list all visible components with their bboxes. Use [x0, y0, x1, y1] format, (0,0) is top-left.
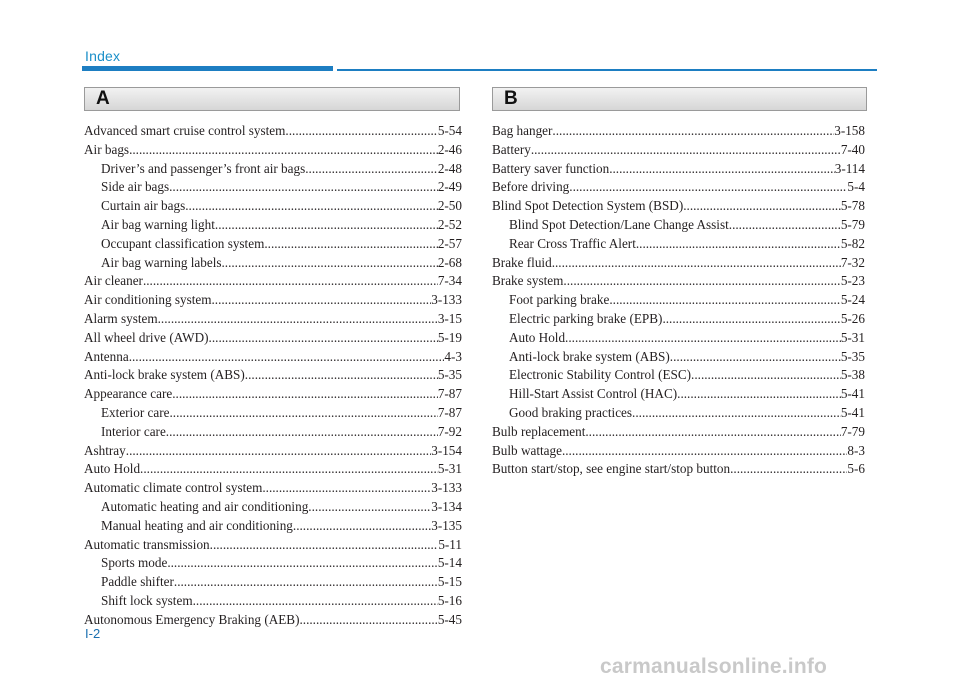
dot-leader: [609, 291, 840, 310]
index-entry-page: 2-48: [437, 160, 462, 176]
dot-leader: [185, 197, 438, 216]
index-entry-page: 5-54: [437, 123, 462, 138]
index-entry-page: 3-15: [437, 310, 462, 326]
index-entry-page: 5-79: [840, 216, 865, 232]
index-entry-page: 5-41: [840, 386, 865, 402]
index-entry-text: Appearance care: [84, 386, 173, 402]
dot-leader: [172, 385, 438, 404]
index-entry-page: 5-23: [840, 273, 865, 289]
index-entry: [84, 348, 462, 367]
index-entry: [84, 122, 462, 141]
index-entry-text: Paddle shifter: [101, 574, 174, 590]
index-entry-page: 5-11: [438, 536, 462, 552]
dot-leader: [305, 160, 438, 179]
index-entry-page: 5-16: [437, 592, 462, 608]
dot-leader: [609, 160, 835, 179]
dot-leader: [143, 272, 438, 291]
index-entry: [492, 329, 865, 348]
dot-leader: [166, 423, 438, 442]
index-entry: [84, 366, 462, 385]
index-entry-page: 5-38: [840, 367, 865, 383]
index-entry: [492, 141, 865, 160]
header-rule-thin: [337, 69, 877, 71]
index-entry-text: Auto Hold: [84, 461, 141, 477]
index-entry-page: 5-19: [437, 329, 462, 345]
index-entry-page: 2-49: [437, 179, 462, 195]
dot-leader: [264, 235, 437, 254]
index-entry-text: Alarm system: [84, 310, 158, 326]
index-entry: [492, 122, 865, 141]
index-entry-page: 7-87: [437, 404, 462, 420]
dot-leader: [565, 329, 841, 348]
index-entry-page: 7-34: [437, 273, 462, 289]
index-entry-page: 2-68: [437, 254, 462, 270]
index-entry-text: Automatic transmission: [84, 536, 210, 552]
index-entry: [492, 442, 865, 461]
index-entry-text: Manual heating and air conditioning: [101, 517, 293, 533]
index-entry: [84, 385, 462, 404]
index-entry: [492, 460, 865, 479]
index-entry: [84, 291, 462, 310]
index-entry: [84, 460, 462, 479]
page-number: I-2: [85, 626, 101, 641]
header-rule-thick: [82, 66, 333, 71]
index-entry: [492, 404, 865, 423]
index-entry-text: Shift lock system: [101, 592, 193, 608]
index-entry-page: 5-82: [840, 235, 865, 251]
index-entry: [492, 272, 865, 291]
page-title: Index: [85, 48, 121, 64]
index-entry-text: Button start/stop, see engine start/stop button: [492, 461, 731, 477]
dot-leader: [562, 442, 847, 461]
index-entry-text: Anti-lock brake system (ABS): [84, 367, 245, 383]
index-entry-text: Good braking practices: [509, 404, 633, 420]
index-entry-text: Bulb wattage: [492, 442, 562, 458]
dot-leader: [531, 141, 841, 160]
index-entry-text: Anti-lock brake system (ABS): [509, 348, 670, 364]
dot-leader: [632, 404, 841, 423]
index-entry-text: Brake fluid: [492, 254, 552, 270]
index-entry-text: Automatic heating and air conditioning: [101, 498, 309, 514]
section-a-letter: A: [96, 88, 110, 109]
dot-leader: [299, 611, 437, 630]
index-entry-text: Blind Spot Detection/Lane Change Assist: [509, 216, 729, 232]
index-entry: [84, 272, 462, 291]
index-entry: [492, 197, 865, 216]
index-entry-page: 5-6: [847, 461, 865, 477]
dot-leader: [262, 479, 431, 498]
dot-leader: [221, 254, 437, 273]
dot-leader: [140, 460, 438, 479]
index-entry-page: 3-134: [431, 498, 462, 514]
index-entry: [84, 536, 462, 555]
index-entry: [84, 216, 462, 235]
dot-leader: [158, 310, 438, 329]
index-entry: [492, 348, 865, 367]
dot-leader: [285, 122, 437, 141]
dot-leader: [563, 272, 840, 291]
index-entry: [492, 385, 865, 404]
index-entry-text: Air bags: [84, 141, 130, 157]
index-entry-page: 7-32: [840, 254, 865, 270]
dot-leader: [209, 329, 438, 348]
index-entry-page: 3-154: [431, 442, 462, 458]
index-entry-page: 7-92: [437, 423, 462, 439]
index-entry: [84, 423, 462, 442]
index-entry: [492, 291, 865, 310]
dot-leader: [670, 348, 841, 367]
index-entry-page: 5-24: [840, 292, 865, 308]
section-a-header: [84, 87, 460, 111]
index-entry-page: 2-46: [437, 141, 462, 157]
index-entry: [84, 141, 462, 160]
index-entry: [84, 592, 462, 611]
dot-leader: [308, 498, 431, 517]
index-entry-text: Bulb replacement: [492, 423, 586, 439]
index-entry-text: Bag hanger: [492, 123, 553, 138]
index-entry: [84, 404, 462, 423]
dot-leader: [677, 385, 841, 404]
index-entry: [492, 216, 865, 235]
dot-leader: [129, 348, 445, 367]
index-entry: [84, 611, 462, 630]
dot-leader: [210, 536, 439, 555]
index-entry: [84, 573, 462, 592]
dot-leader: [193, 592, 438, 611]
index-entry-text: Driver’s and passenger’s front air bags: [101, 160, 306, 176]
index-entry-text: Exterior care: [101, 404, 170, 420]
index-entry-page: 3-133: [431, 480, 462, 496]
dot-leader: [211, 291, 431, 310]
index-entry-page: 3-114: [834, 160, 865, 176]
index-entry: [492, 310, 865, 329]
section-b-letter: B: [504, 88, 518, 109]
index-entry-page: 5-45: [437, 611, 462, 627]
index-entry-text: Air bag warning light: [101, 216, 215, 232]
dot-leader: [215, 216, 438, 235]
index-entry-page: 5-78: [840, 198, 865, 214]
dot-leader: [552, 254, 841, 273]
dot-leader: [129, 141, 438, 160]
index-entry: [84, 254, 462, 273]
index-entry-text: Electronic Stability Control (ESC): [509, 367, 692, 383]
index-entry-text: Air bag warning labels: [101, 254, 222, 270]
index-entry-page: 5-41: [840, 404, 865, 420]
index-entry-page: 2-50: [437, 198, 462, 214]
index-entry: [84, 554, 462, 573]
index-entry-text: Before driving: [492, 179, 570, 195]
index-entry-page: 3-158: [834, 123, 865, 138]
dot-leader: [729, 216, 841, 235]
index-entry: [492, 423, 865, 442]
index-entry: [84, 329, 462, 348]
index-entry: [84, 197, 462, 216]
dot-leader: [636, 235, 841, 254]
index-column-b: [492, 122, 865, 479]
index-entry-text: All wheel drive (AWD): [84, 329, 209, 345]
dot-leader: [552, 122, 834, 141]
index-entry-page: 3-135: [431, 517, 462, 533]
index-entry: [492, 366, 865, 385]
index-entry-page: 5-31: [840, 329, 865, 345]
index-entry: [84, 442, 462, 461]
dot-leader: [585, 423, 840, 442]
index-entry-page: 5-31: [437, 461, 462, 477]
index-entry: [84, 178, 462, 197]
index-entry-page: 5-14: [437, 555, 462, 571]
watermark: carmanualsonline.info: [600, 655, 828, 678]
dot-leader: [662, 310, 840, 329]
index-entry-text: Air conditioning system: [84, 292, 212, 308]
dot-leader: [730, 460, 847, 479]
index-column-a: [84, 122, 462, 630]
index-entry: [492, 235, 865, 254]
index-entry-text: Rear Cross Traffic Alert: [509, 235, 636, 251]
dot-leader: [167, 554, 438, 573]
index-entry-text: Sports mode: [101, 555, 168, 571]
index-entry-page: 7-79: [840, 423, 865, 439]
index-entry-text: Battery saver function: [492, 160, 610, 176]
index-entry-page: 7-40: [840, 141, 865, 157]
index-entry-text: Brake system: [492, 273, 564, 289]
index-entry-text: Occupant classification system: [101, 235, 265, 251]
index-entry: [492, 254, 865, 273]
index-entry-page: 5-4: [847, 179, 865, 195]
index-entry-text: Antenna: [84, 348, 129, 364]
index-entry-text: Advanced smart cruise control system: [84, 123, 286, 138]
dot-leader: [569, 178, 847, 197]
index-entry: [84, 235, 462, 254]
index-entry-text: Ashtray: [84, 442, 126, 458]
index-entry-page: 5-26: [840, 310, 865, 326]
index-entry-text: Foot parking brake: [509, 292, 610, 308]
index-entry-page: 7-87: [437, 386, 462, 402]
index-entry-text: Curtain air bags: [101, 198, 186, 214]
index-entry: [492, 178, 865, 197]
index-entry-text: Side air bags: [101, 179, 170, 195]
index-entry: [492, 160, 865, 179]
index-entry-page: 2-57: [437, 235, 462, 251]
dot-leader: [126, 442, 431, 461]
index-entry-text: Automatic climate control system: [84, 480, 263, 496]
index-entry-page: 5-35: [437, 367, 462, 383]
index-entry-page: 8-3: [847, 442, 865, 458]
index-entry-text: Blind Spot Detection System (BSD): [492, 198, 684, 214]
index-entry-page: 4-3: [444, 348, 462, 364]
index-entry: [84, 160, 462, 179]
index-entry-text: Interior care: [101, 423, 166, 439]
index-entry: [84, 517, 462, 536]
section-b-header: [492, 87, 867, 111]
dot-leader: [169, 178, 438, 197]
dot-leader: [683, 197, 841, 216]
index-entry-page: 5-35: [840, 348, 865, 364]
dot-leader: [245, 366, 438, 385]
dot-leader: [691, 366, 841, 385]
index-entry: [84, 310, 462, 329]
index-entry-text: Air cleaner: [84, 273, 143, 289]
index-entry-text: Autonomous Emergency Braking (AEB): [84, 611, 300, 627]
index-entry-text: Battery: [492, 141, 531, 157]
index-entry-page: 2-52: [437, 216, 462, 232]
index-entry-text: Hill-Start Assist Control (HAC): [509, 386, 678, 402]
dot-leader: [169, 404, 437, 423]
index-entry-page: 3-133: [431, 292, 462, 308]
index-entry-text: Electric parking brake (EPB): [509, 310, 663, 326]
index-entry-text: Auto Hold: [509, 329, 566, 345]
index-entry-page: 5-15: [437, 574, 462, 590]
dot-leader: [174, 573, 438, 592]
dot-leader: [293, 517, 431, 536]
index-entry: [84, 498, 462, 517]
index-entry: [84, 479, 462, 498]
